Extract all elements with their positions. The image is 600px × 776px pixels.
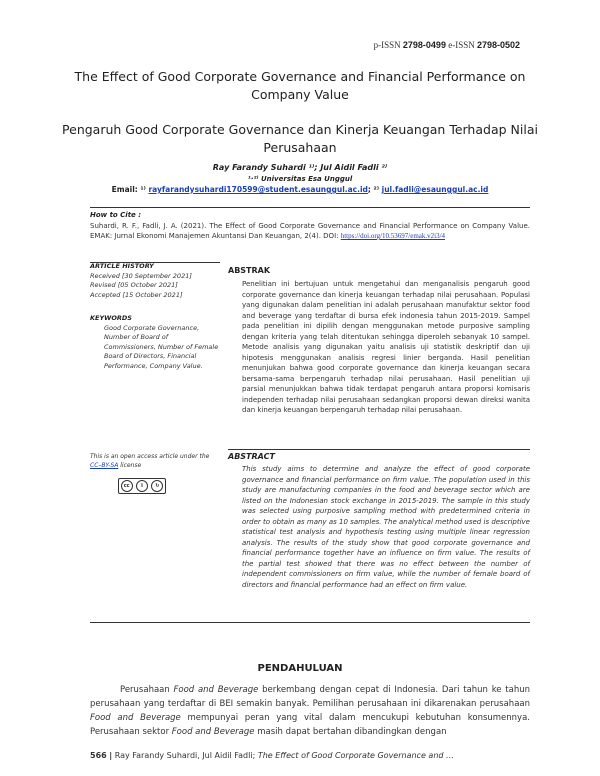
- intro-paragraph: [90, 683, 530, 739]
- history-accepted: Accepted [15 October 2021]: [90, 290, 183, 299]
- intro-italic-1: Food and Beverage: [173, 685, 259, 695]
- affiliation: ¹·²⁾ Universitas Esa Unggul: [247, 175, 353, 183]
- history-revised: Revised [05 October 2021]: [90, 281, 178, 289]
- divider-abstrak: [228, 449, 530, 450]
- license-link[interactable]: CC–BY-SA: [90, 462, 119, 469]
- title-english: The Effect of Good Corporate Governance and Financial Performance on Company Value: [74, 69, 526, 102]
- intro-text-2: berkembang dengan cepat di Indonesia. Dari tahun ke tahun perusahaan yang terdaftar di BEI semakin banyak. Pemilihan perusahaan ini dikarenakan perusahaan: [90, 685, 530, 709]
- email-1-link[interactable]: rayfarandysuhardi170599@student.esaunggul.ac.id: [148, 185, 368, 194]
- license-suffix: license: [120, 462, 142, 469]
- pissn-value: 2798-0499: [402, 40, 446, 50]
- page-footer: [90, 751, 530, 760]
- history-heading: ARTICLE HISTORY: [90, 262, 154, 270]
- history-received: Received [30 September 2021]: [90, 271, 192, 280]
- cite-body: Suhardi, R. F., Fadli, J. A. (2021). The Effect of Good Corporate Governance and Financial Performance on Company Value. EMAK: Jurnal Ekonomi Manajemen Akuntansi Dan Keuangan, 2(4). DOI:: [90, 222, 530, 240]
- footer-separator: |: [109, 751, 113, 760]
- sa-icon: ↻: [151, 480, 163, 492]
- email-line: [60, 185, 540, 194]
- cc-icon: cc: [121, 480, 133, 492]
- footer-title: The Effect of Good Corporate Governance and …: [257, 751, 455, 760]
- abstract-heading: ABSTRACT: [228, 452, 275, 461]
- cite-text: [90, 221, 530, 241]
- cc-by-sa-badge[interactable]: [118, 478, 166, 494]
- intro-text-1: Perusahaan: [120, 685, 170, 695]
- abstrak-heading: ABSTRAK: [228, 266, 271, 275]
- authors: Ray Farandy Suhardi ¹⁾; Jul Aidil Fadli ²⁾: [212, 163, 388, 172]
- page-number: 566: [90, 751, 107, 760]
- divider-bottom: [90, 622, 530, 623]
- keywords-heading: KEYWORDS: [90, 314, 132, 322]
- footer-authors: Ray Farandy Suhardi, Jul Aidil Fadli;: [114, 751, 256, 760]
- article-history: [90, 262, 220, 300]
- email-1-prefix: ¹⁾: [140, 185, 146, 194]
- eissn-value: 2798-0502: [476, 40, 520, 50]
- keywords-block: [90, 314, 220, 371]
- pissn-label: p-ISSN: [373, 40, 401, 50]
- abstrak-text: Penelitian ini bertujuan untuk mengetahui dan menganalisis pengaruh good corporate governance dan kinerja keuangan terhadap nilai perusahaan. Populasi yang digunakan dalam penelitian ini adalah perusahaan manufaktur sektor food and beverage yang terdaftar di bursa efek indonesia tahun 2015-2019. Sampel pada penelitian ini dipilih dengan menggunakan metode purposive sampling dengan kriteria yang telah ditentukan sehingga diperoleh sebanyak 10 sampel. Metode analisis yang digunakan yaitu analisis uji statistik deskriptif dan uji hipotesis menggunakan analisis regresi linier berganda. Hasil penelitian menunjukan bahwa good corporate governance dan kinerja keuangan secara bersama-sama berpengaruh terhadap nilai perusahaan. Hasil penelitian uji parsial menunjukkan bahwa tidak terdapat pengaruh antara proporsi komisaris independen terhadap nilai perusahaan sedangkan proporsi dewan direksi wanita dan kinerja keuangan berpengaruh terhadap nilai perusahaan.: [242, 280, 530, 414]
- abstract-text: This study aims to determine and analyze the effect of good corporate governance and financial performance on firm value. The population used in this study are manufacturing companies in the food and beverage sector which are listed on the Indonesian stock exchange in 2015-2019. The sample in this study was selected using purposive sampling method with predetermined criteria in order to obtain as many as 10 samples. The analytical method used is descriptive statistical test analysis and hypothesis testing using multiple linear regression analysis. The results of the study show that good corporate governance and financial performance together have an influence on firm value. The results of the partial test showed that there was no effect between the number of independent commissioners on firm value, while the number of female board of directors and financial performance had an effect on firm value.: [242, 465, 530, 589]
- cite-heading: How to Cite :: [90, 211, 142, 219]
- email-separator: ;: [367, 185, 371, 194]
- divider-top: [90, 207, 530, 208]
- license-text: This is an open access article under the: [90, 453, 210, 460]
- intro-text-3: mempunyai peran yang vital dalam mencukupi kebutuhan konsumennya. Perusahaan sektor: [90, 713, 530, 737]
- email-2-prefix: ²⁾: [373, 185, 379, 194]
- email-2-link[interactable]: jul.fadli@esaunggul.ac.id: [381, 185, 489, 194]
- keywords-text: Good Corporate Governance, Number of Board of Commissioners, Number of Female Board of Directors, Financial Performance, Company Value.: [104, 323, 219, 370]
- title-indonesian: Pengaruh Good Corporate Governance dan Kinerja Keuangan Terhadap Nilai Perusahaan: [62, 122, 538, 155]
- license-block: [90, 452, 220, 470]
- section-heading: PENDAHULUAN: [257, 663, 343, 674]
- intro-italic-2: Food and Beverage: [90, 713, 181, 723]
- intro-italic-3: Food and Beverage: [171, 727, 255, 737]
- intro-text-4: masih dapat bertahan dibandingkan dengan: [257, 727, 447, 737]
- by-icon: i: [136, 480, 148, 492]
- email-label: Email:: [111, 185, 138, 194]
- issn-header: [374, 40, 520, 50]
- doi-link[interactable]: https://doi.org/10.53697/emak.v2i3/4: [340, 232, 446, 240]
- eissn-label: e-ISSN: [448, 40, 475, 50]
